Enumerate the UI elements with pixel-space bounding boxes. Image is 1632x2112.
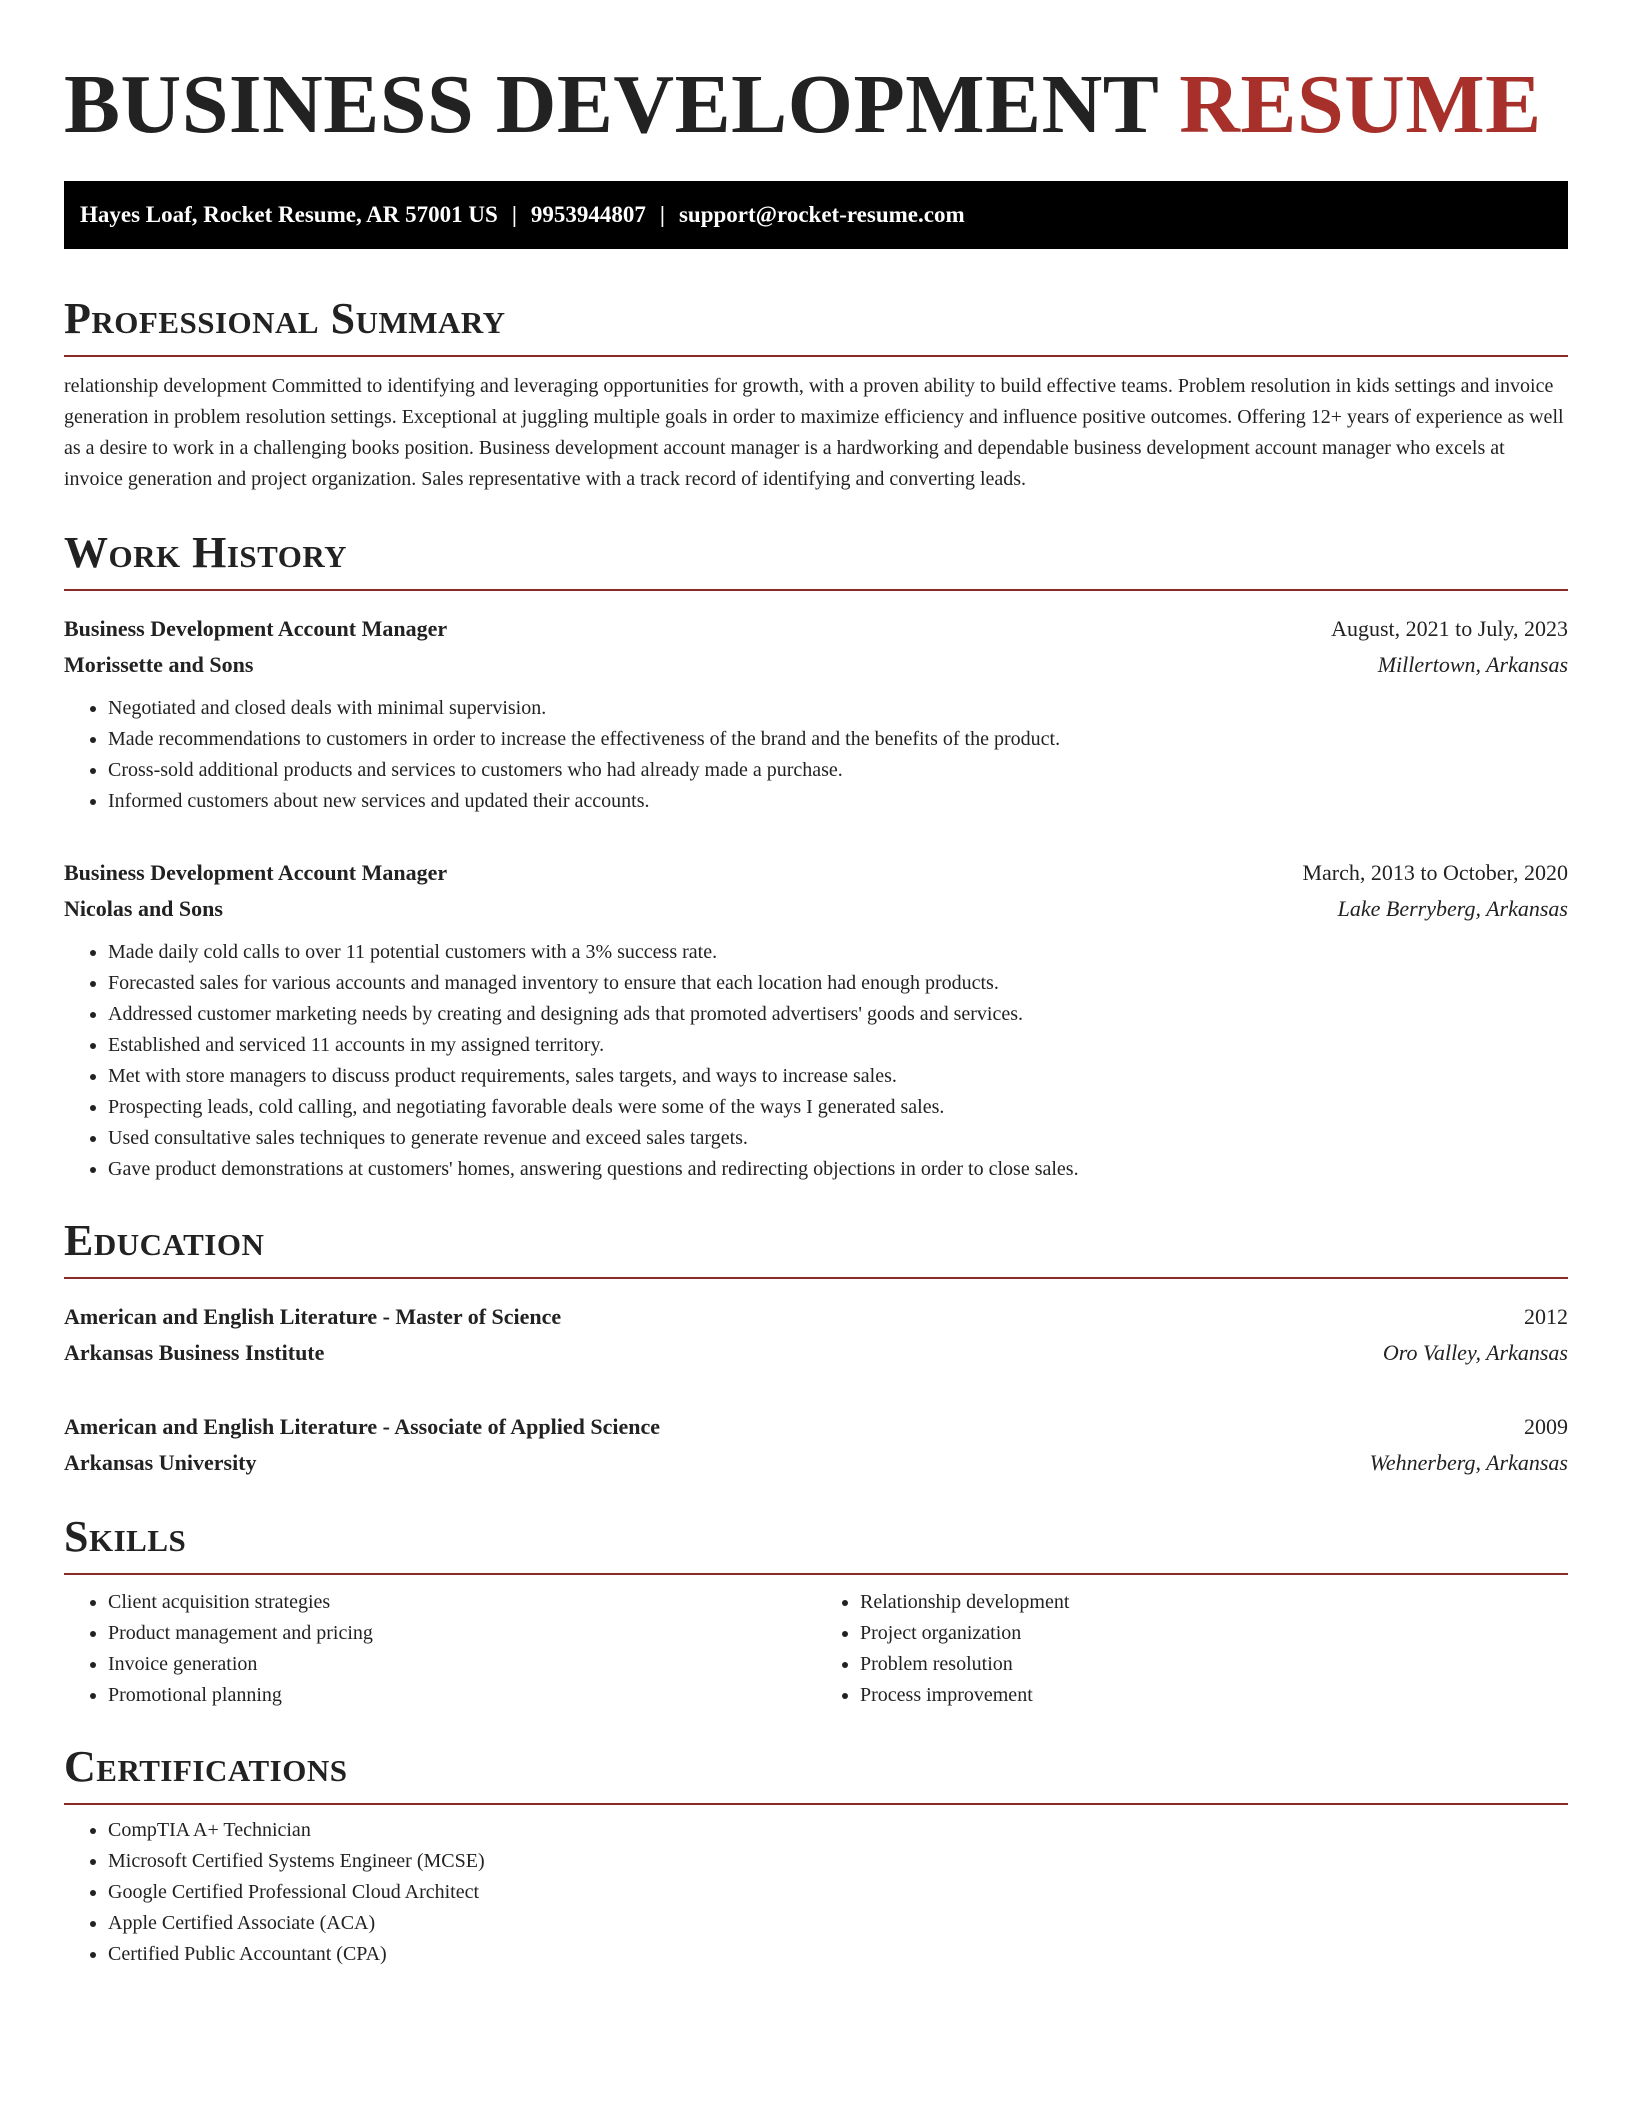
certification-item: • Microsoft Certified Systems Engineer (MCSE)	[108, 1846, 1568, 1877]
education-section	[64, 1215, 1568, 1481]
resume-title	[64, 50, 1568, 160]
job-company: Nicolas and Sons	[64, 896, 223, 921]
job-bullet: • Prospecting leads, cold calling, and negotiating favorable deals were some of the ways I generated sales.	[108, 1092, 1568, 1123]
skill-item: • Product management and pricing	[108, 1618, 816, 1649]
resume-title-main: BUSINESS DEVELOPMENT	[64, 58, 1158, 151]
certification-item: • Google Certified Professional Cloud Architect	[108, 1877, 1568, 1908]
section-divider	[64, 1573, 1568, 1575]
contact-email: support@rocket-resume.com	[678, 202, 965, 227]
skill-item: • Promotional planning	[108, 1680, 816, 1711]
certification-item: • Apple Certified Associate (ACA)	[108, 1908, 1568, 1939]
skill-item: • Invoice generation	[108, 1649, 816, 1680]
job-title: Business Development Account Manager	[64, 616, 448, 641]
work-history-heading: Work History	[64, 528, 348, 577]
job-bullet: • Forecasted sales for various accounts and managed inventory to ensure that each location had enough products.	[108, 968, 1568, 999]
job-company: Morissette and Sons	[64, 652, 254, 677]
section-divider	[64, 589, 1568, 591]
skill-item: • Project organization	[860, 1618, 1568, 1649]
job-bullets	[64, 937, 1568, 1185]
education-degree: American and English Literature - Associate of Applied Science	[64, 1414, 661, 1439]
job-location: Lake Berryberg, Arkansas	[1337, 896, 1568, 921]
skills-section	[64, 1511, 1568, 1711]
education-degree: American and English Literature - Master of Science	[64, 1304, 562, 1329]
education-school: Arkansas Business Institute	[64, 1340, 325, 1365]
education-heading: Education	[64, 1216, 265, 1265]
contact-address: Hayes Loaf, Rocket Resume, AR 57001 US	[80, 202, 498, 227]
skills-heading: Skills	[64, 1512, 187, 1561]
skills-grid	[64, 1587, 1568, 1711]
education-location: Oro Valley, Arkansas	[1382, 1340, 1568, 1365]
certifications-list	[64, 1815, 1568, 1970]
certification-item: • CompTIA A+ Technician	[108, 1815, 1568, 1846]
job-bullets	[64, 693, 1568, 817]
education-year: 2012	[1524, 1304, 1568, 1329]
job-bullet: • Negotiated and closed deals with minimal supervision.	[108, 693, 1568, 724]
skill-item: • Relationship development	[860, 1587, 1568, 1618]
certification-item: • Certified Public Accountant (CPA)	[108, 1939, 1568, 1970]
section-divider	[64, 1277, 1568, 1279]
skills-list-left	[64, 1587, 816, 1711]
summary-heading: Professional Summary	[64, 294, 506, 343]
skill-item: • Problem resolution	[860, 1649, 1568, 1680]
education-school: Arkansas University	[64, 1450, 257, 1475]
job-bullet: • Made recommendations to customers in order to increase the effectiveness of the brand and the benefits of the product.	[108, 724, 1568, 755]
job-dates: August, 2021 to July, 2023	[1331, 616, 1568, 641]
contact-bar	[64, 181, 1568, 249]
summary-text: relationship development Committed to identifying and leveraging opportunities for growth, with a proven ability to build effective teams. Problem resolution in kids settings and invoice generation in problem resolution settings. Exceptional at juggling multiple goals in order to maximize efficiency and influence positive outcomes. Offering 12+ years of experience as well as a desire to work in a challenging books position. Business development account manager is a hardworking and dependable business development account manager who excels at invoice generation and project organization. Sales representative with a track record of identifying and converting leads.	[64, 375, 1564, 490]
summary-section	[64, 293, 1568, 495]
section-divider	[64, 355, 1568, 357]
education-entry	[64, 1409, 1568, 1481]
contact-separator: |	[659, 202, 665, 227]
job-bullet: • Gave product demonstrations at customers' homes, answering questions and redirecting objections in order to close sales.	[108, 1154, 1568, 1185]
job-bullet: • Cross-sold additional products and services to customers who had already made a purchase.	[108, 755, 1568, 786]
education-location: Wehnerberg, Arkansas	[1369, 1450, 1568, 1475]
job-bullet: • Met with store managers to discuss product requirements, sales targets, and ways to increase sales.	[108, 1061, 1568, 1092]
skills-list-right	[816, 1587, 1568, 1711]
work-history-section	[64, 527, 1568, 1185]
certifications-section	[64, 1741, 1568, 1970]
job-bullet: • Made daily cold calls to over 11 potential customers with a 3% success rate.	[108, 937, 1568, 968]
job-bullet: • Informed customers about new services and updated their accounts.	[108, 786, 1568, 817]
resume-title-accent: RESUME	[1179, 58, 1542, 151]
job-location: Millertown, Arkansas	[1377, 652, 1568, 677]
job-bullet: • Addressed customer marketing needs by creating and designing ads that promoted advertisers' goods and services.	[108, 999, 1568, 1030]
job-entry	[64, 611, 1568, 817]
skill-item: • Process improvement	[860, 1680, 1568, 1711]
education-year: 2009	[1524, 1414, 1568, 1439]
job-bullet: • Established and serviced 11 accounts in my assigned territory.	[108, 1030, 1568, 1061]
job-entry	[64, 855, 1568, 1185]
job-dates: March, 2013 to October, 2020	[1302, 860, 1568, 885]
section-divider	[64, 1803, 1568, 1805]
job-bullet: • Used consultative sales techniques to generate revenue and exceed sales targets.	[108, 1123, 1568, 1154]
job-title: Business Development Account Manager	[64, 860, 448, 885]
contact-separator: |	[511, 202, 517, 227]
skill-item: • Client acquisition strategies	[108, 1587, 816, 1618]
education-entry	[64, 1299, 1568, 1371]
contact-phone: 9953944807	[530, 202, 646, 227]
certifications-heading: Certifications	[64, 1742, 348, 1791]
